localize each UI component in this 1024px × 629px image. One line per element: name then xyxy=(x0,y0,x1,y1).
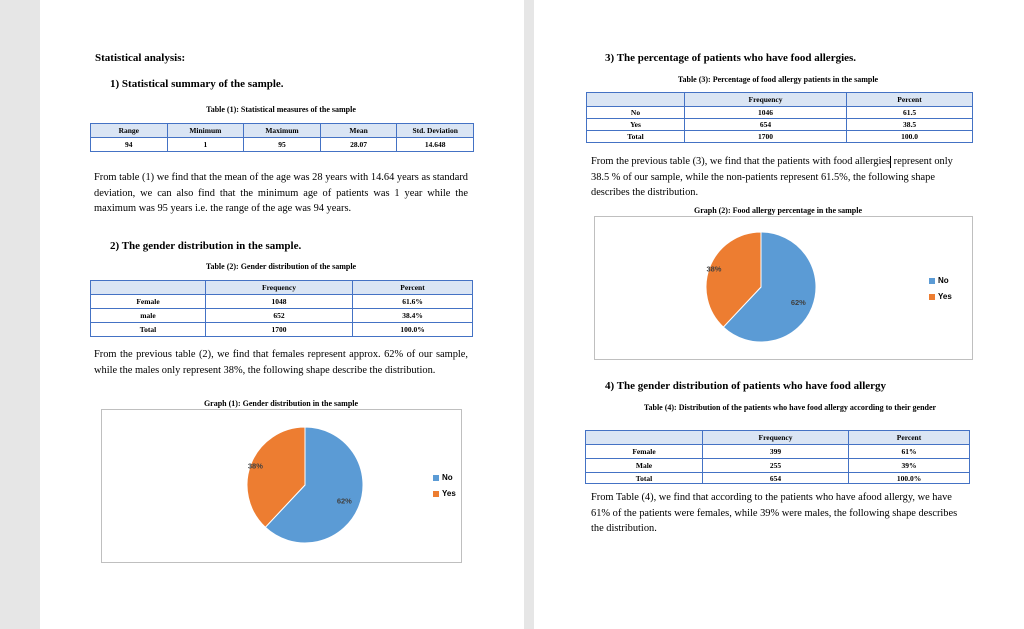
table-cell: 100.0% xyxy=(849,473,970,484)
table-2 xyxy=(90,280,473,337)
table-cell: 654 xyxy=(703,473,849,484)
table-cell: 652 xyxy=(206,309,353,323)
table-cell: 14.648 xyxy=(397,138,474,152)
table-cell: 1048 xyxy=(206,295,353,309)
legend-label: Yes xyxy=(938,292,952,301)
table-1-caption: Table (1): Statistical measures of the sample xyxy=(206,105,356,114)
pie-data-label: 38% xyxy=(247,461,263,471)
table-cell: 654 xyxy=(685,119,847,131)
table-header-cell: Frequency xyxy=(703,431,849,445)
paragraph-3 xyxy=(591,154,968,201)
table-row-label: No xyxy=(587,107,685,119)
table-row-label: Yes xyxy=(587,119,685,131)
table-header-cell xyxy=(587,93,685,107)
table-cell: 255 xyxy=(703,459,849,473)
legend-label: No xyxy=(442,473,453,482)
table-cell: 61.5 xyxy=(847,107,973,119)
paragraph-4: From Table (4), we find that according to the patients who have afood allergy, we have 61% of the patients were females, while 39% were males, the following shape describes the distribution. xyxy=(591,492,958,534)
pie-data-label: 38% xyxy=(706,264,722,274)
table-header-cell: Percent xyxy=(847,93,973,107)
table-row-label: Male xyxy=(586,459,703,473)
table-cell: 1700 xyxy=(685,131,847,143)
table-4-caption: Table (4): Distribution of the patients who have food allergy according to their gender xyxy=(643,403,937,412)
legend-item-no xyxy=(929,276,949,285)
section-3-title: 3) The percentage of patients who have food allergies. xyxy=(605,52,857,64)
table-header-cell: Std. Deviation xyxy=(397,124,474,138)
chart-2 xyxy=(594,216,973,360)
table-header-cell: Mean xyxy=(320,124,397,138)
paragraph-2: From the previous table (2), we find that females represent approx. 62% of our sample, while the males only represent 38%, the following shape describe the distribution. xyxy=(94,349,468,376)
table-cell: 1 xyxy=(167,138,244,152)
table-cell: 38.5 xyxy=(847,119,973,131)
legend-swatch xyxy=(433,475,439,481)
pie-chart-2 xyxy=(595,217,972,359)
table-header-cell: Frequency xyxy=(206,281,353,295)
table-cell: 100.0% xyxy=(353,323,473,337)
legend-swatch xyxy=(929,294,935,300)
table-cell: 1046 xyxy=(685,107,847,119)
section-2-title: 2) The gender distribution in the sample. xyxy=(110,240,302,252)
section-heading: Statistical analysis: xyxy=(95,52,186,64)
table-1 xyxy=(90,123,474,152)
pie-chart-1 xyxy=(102,410,461,562)
table-row-label: Total xyxy=(586,473,703,484)
legend-item-yes xyxy=(433,489,456,498)
table-cell: 28.07 xyxy=(320,138,397,152)
table-header-cell xyxy=(586,431,703,445)
table-row-label: Female xyxy=(91,295,206,309)
table-row-label: Total xyxy=(587,131,685,143)
section-4-title: 4) The gender distribution of patients who have food allergy xyxy=(605,380,887,392)
table-cell: 1700 xyxy=(206,323,353,337)
legend-swatch xyxy=(929,278,935,284)
table-header-cell: Percent xyxy=(353,281,473,295)
table-3 xyxy=(586,92,973,143)
table-cell: 38.4% xyxy=(353,309,473,323)
legend-item-no xyxy=(433,473,453,482)
table-2-caption: Table (2): Gender distribution of the sample xyxy=(205,262,357,271)
table-cell: 94 xyxy=(91,138,168,152)
table-header-cell: Minimum xyxy=(167,124,244,138)
table-header-cell: Range xyxy=(91,124,168,138)
table-cell: 95 xyxy=(244,138,321,152)
document-page-1 xyxy=(40,0,524,629)
table-row-label: Female xyxy=(586,445,703,459)
paragraph-3-text-b: represent only 38.5 % of our sample, while the non-patients represent 61.5%, the following shape describes the distribution. xyxy=(591,156,953,198)
pie-data-label: 62% xyxy=(336,496,352,506)
legend-label: No xyxy=(938,276,949,285)
table-header-cell xyxy=(91,281,206,295)
table-header-cell: Frequency xyxy=(685,93,847,107)
pie-data-label: 62% xyxy=(790,297,806,307)
paragraph-1: From table (1) we find that the mean of the age was 28 years with 14.64 years as standard deviation, we can also find that the minimum age of patients was 1 year while the maximum was 95 years i.e. the range of the age was 94 years. xyxy=(94,172,468,214)
chart-1 xyxy=(101,409,462,563)
legend-label: Yes xyxy=(442,489,456,498)
table-cell: 61.6% xyxy=(353,295,473,309)
legend-swatch xyxy=(433,491,439,497)
table-cell: 100.0 xyxy=(847,131,973,143)
document-page-2 xyxy=(534,0,1024,629)
table-header-cell: Percent xyxy=(849,431,970,445)
graph-2-caption: Graph (2): Food allergy percentage in the sample xyxy=(693,206,863,215)
table-cell: 399 xyxy=(703,445,849,459)
table-3-caption: Table (3): Percentage of food allergy patients in the sample xyxy=(677,75,879,84)
legend-item-yes xyxy=(929,292,952,301)
table-header-cell: Maximum xyxy=(244,124,321,138)
table-row-label: male xyxy=(91,309,206,323)
table-4 xyxy=(585,430,970,484)
graph-1-caption: Graph (1): Gender distribution in the sample xyxy=(203,399,359,408)
table-cell: 61% xyxy=(849,445,970,459)
table-cell: 39% xyxy=(849,459,970,473)
paragraph-3-text-a: From the previous table (3), we find that the patients with food allergies xyxy=(591,156,891,167)
table-row-label: Total xyxy=(91,323,206,337)
section-1-title: 1) Statistical summary of the sample. xyxy=(110,78,284,90)
